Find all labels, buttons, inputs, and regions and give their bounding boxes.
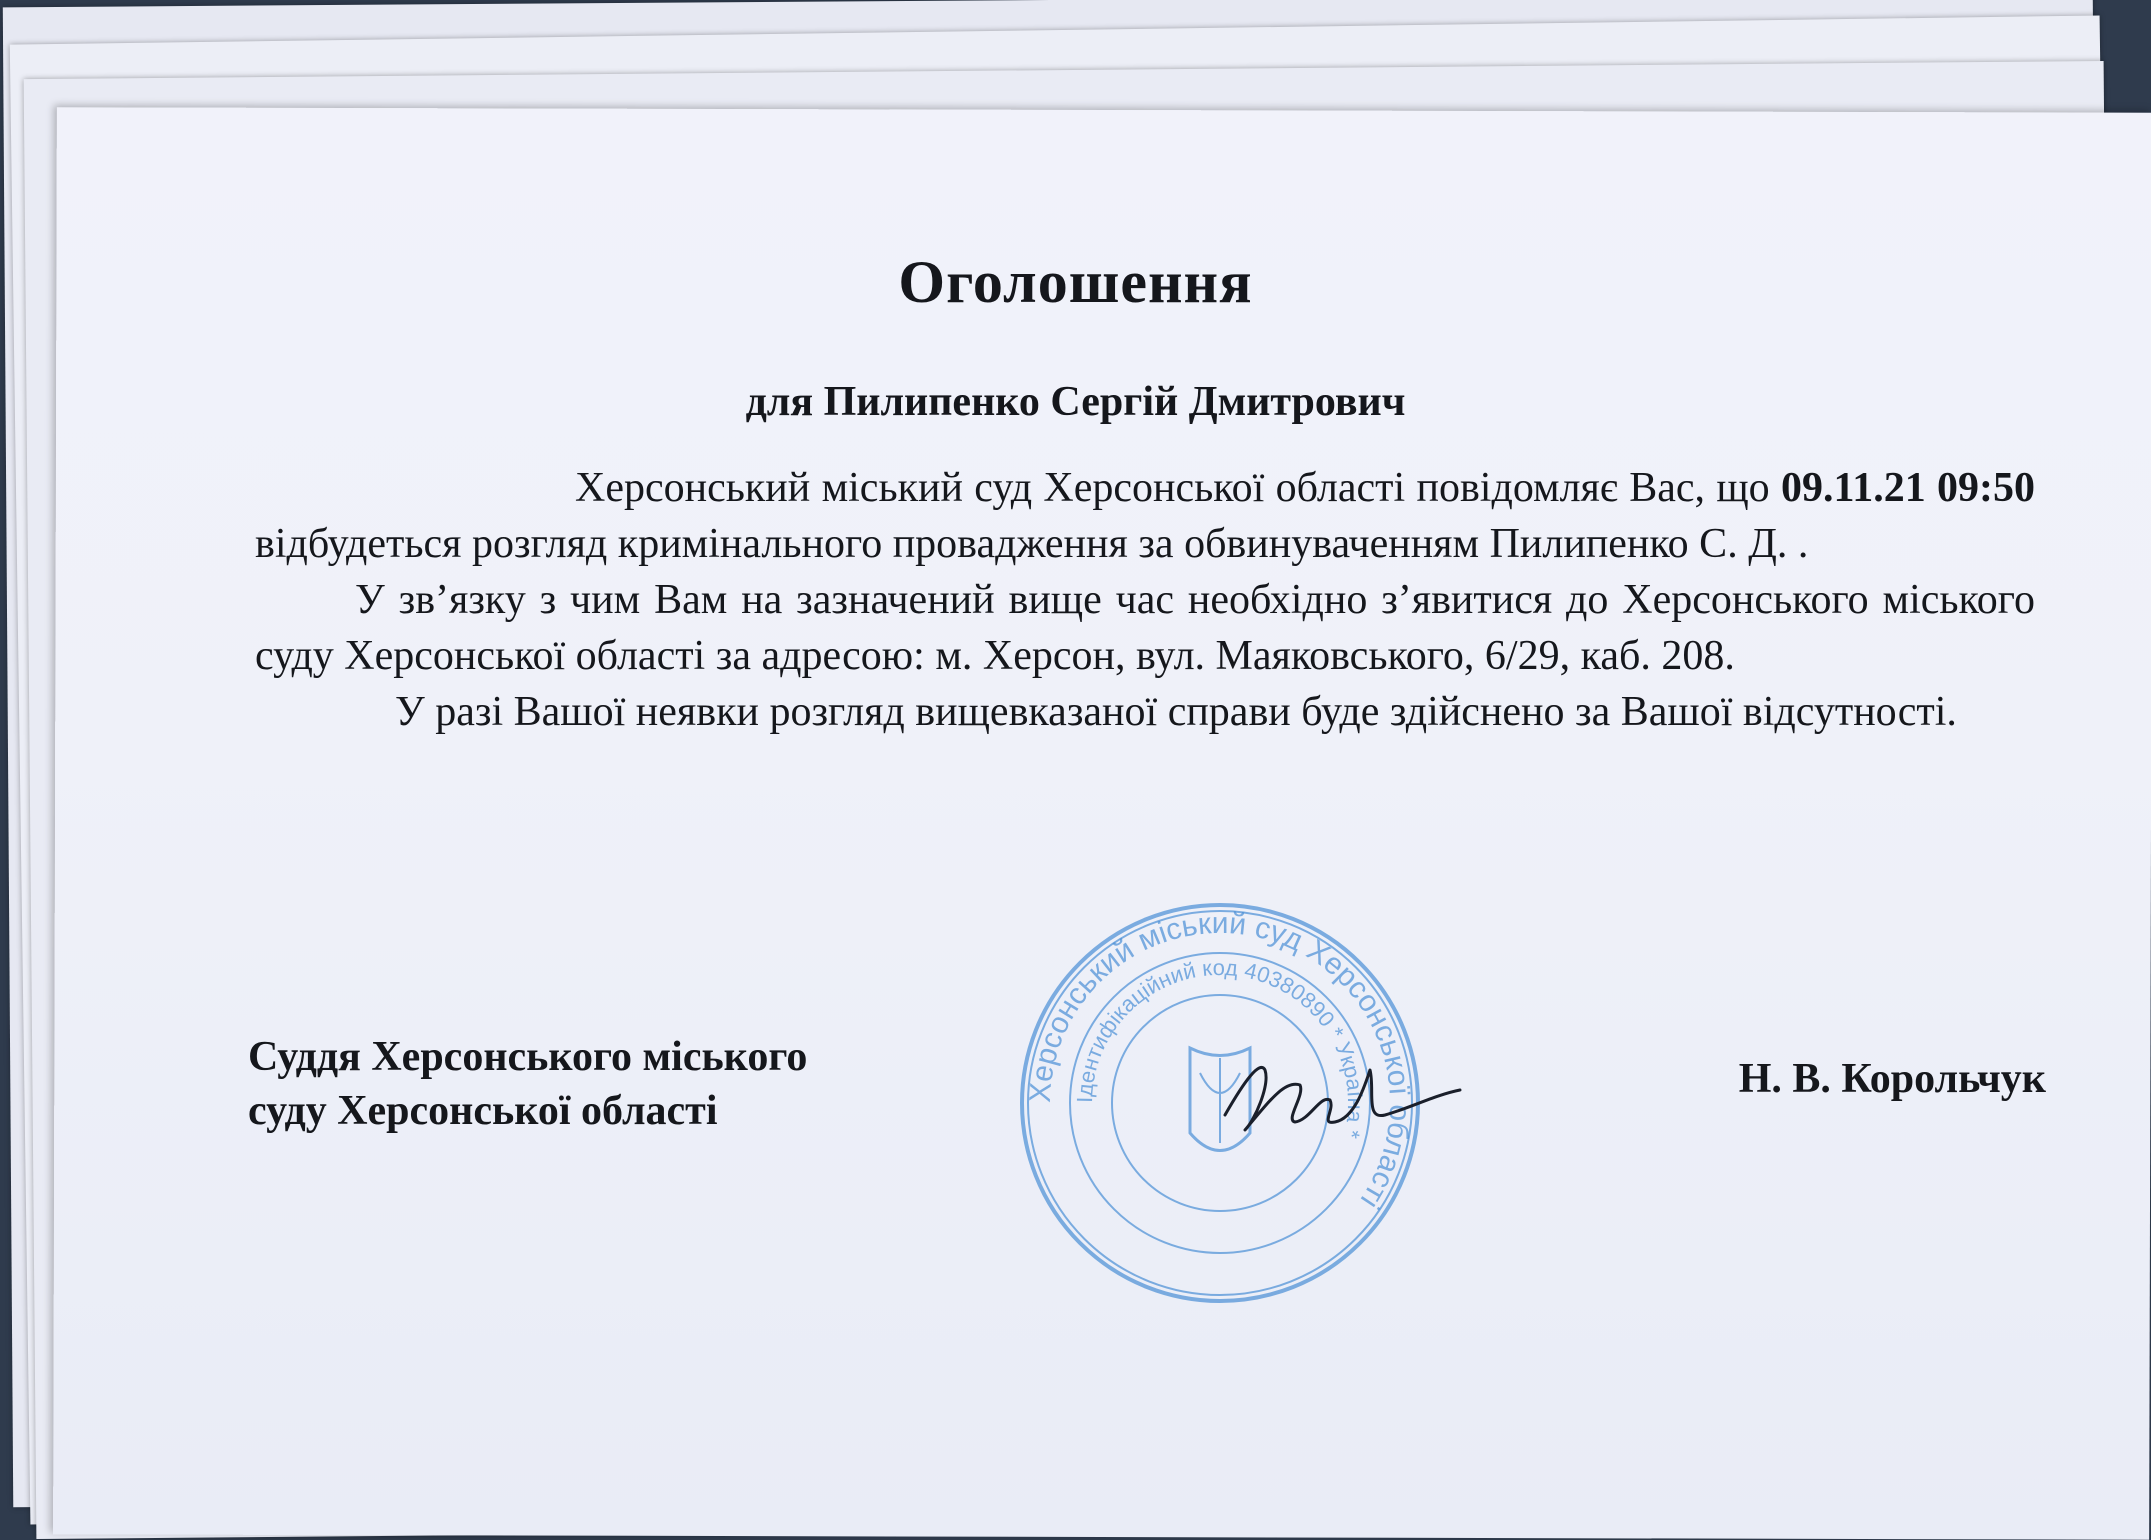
recipient-line: для Пилипенко Сергій Дмитрович — [745, 379, 1406, 425]
stamp-inner-text: Ідентифікаційний код 40380890 * Україна * — [1071, 954, 1369, 1141]
judge-title-line-1: Суддя Херсонського міського — [248, 1034, 808, 1080]
paragraph-1-rest: відбудеться розгляд кримінального провадження за обвинуваченням Пилипенко С. Д. . — [255, 521, 1809, 567]
paragraph-3: У разі Вашої неявки розгляд вищевказаної справи буде здійснено за Вашої відсутності. — [395, 689, 1957, 735]
paper-sheet-main — [53, 107, 2151, 1539]
judge-title-line-2: суду Херсонської області — [248, 1088, 718, 1134]
document-title: Оголошення — [898, 249, 1253, 315]
judge-title — [248, 1030, 807, 1138]
paragraph-1 — [255, 460, 2035, 572]
judge-name: Н. В. Корольчук — [1738, 1056, 2046, 1102]
paragraph-2: У зв’язку з чим Вам на зазначений вище час необхідно з’явитися до Херсонського міського суду Херсонської області за адресою: м. Херсон, вул. Маяковського, 6/29, каб. 208. — [255, 577, 2035, 679]
document-body — [255, 460, 2035, 740]
hearing-datetime: 09.11.21 09:50 — [1781, 465, 2036, 511]
stamp-outer-text: Херсонський міський суд Херсонської області — [1023, 906, 1417, 1215]
signature-mark — [1215, 1040, 1465, 1150]
paragraph-1-lead: Херсонський міський суд Херсонської області повідомляє Вас, що — [575, 465, 1770, 511]
